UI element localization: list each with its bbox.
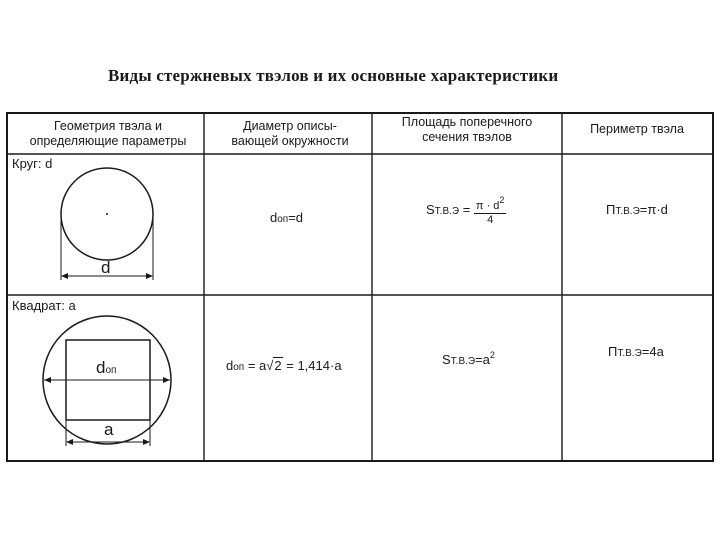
circle-dim-label: d: [101, 258, 111, 277]
diameter-formula-square: dоп = a√2 = 1,414·a: [226, 358, 342, 373]
square-side-dim-label: a: [104, 420, 114, 439]
header-perimeter: Периметр твэла: [590, 122, 684, 136]
diameter-formula-circle: dоп=d: [270, 210, 304, 225]
table-grid: [6, 112, 714, 462]
square-diameter-dim-label: dоп: [96, 358, 117, 377]
header-geometry: Геометрия твэла и определяющие параметры: [29, 119, 187, 148]
page-title: Виды стержневых твэлов и их основные характеристики: [108, 66, 559, 85]
area-formula-circle: SТ.В.Э = $\frac{\pi \cdot d^2}{4}$: [426, 195, 505, 226]
shape-label-circle: Круг: d: [12, 156, 53, 171]
header-area: Площадь поперечного сечения твэлов: [401, 115, 533, 144]
perimeter-formula-circle: ПТ.В.Э=π·d: [606, 202, 668, 217]
characteristics-table: [6, 112, 714, 462]
header-diameter: Диаметр описы-вающей окружности: [231, 119, 349, 148]
area-formula-square: $SТ.В.Э=a^2$: [442, 350, 495, 367]
perimeter-formula-square: ПТ.В.Э=4a: [608, 344, 664, 359]
shape-label-square: Квадрат: a: [12, 298, 76, 313]
